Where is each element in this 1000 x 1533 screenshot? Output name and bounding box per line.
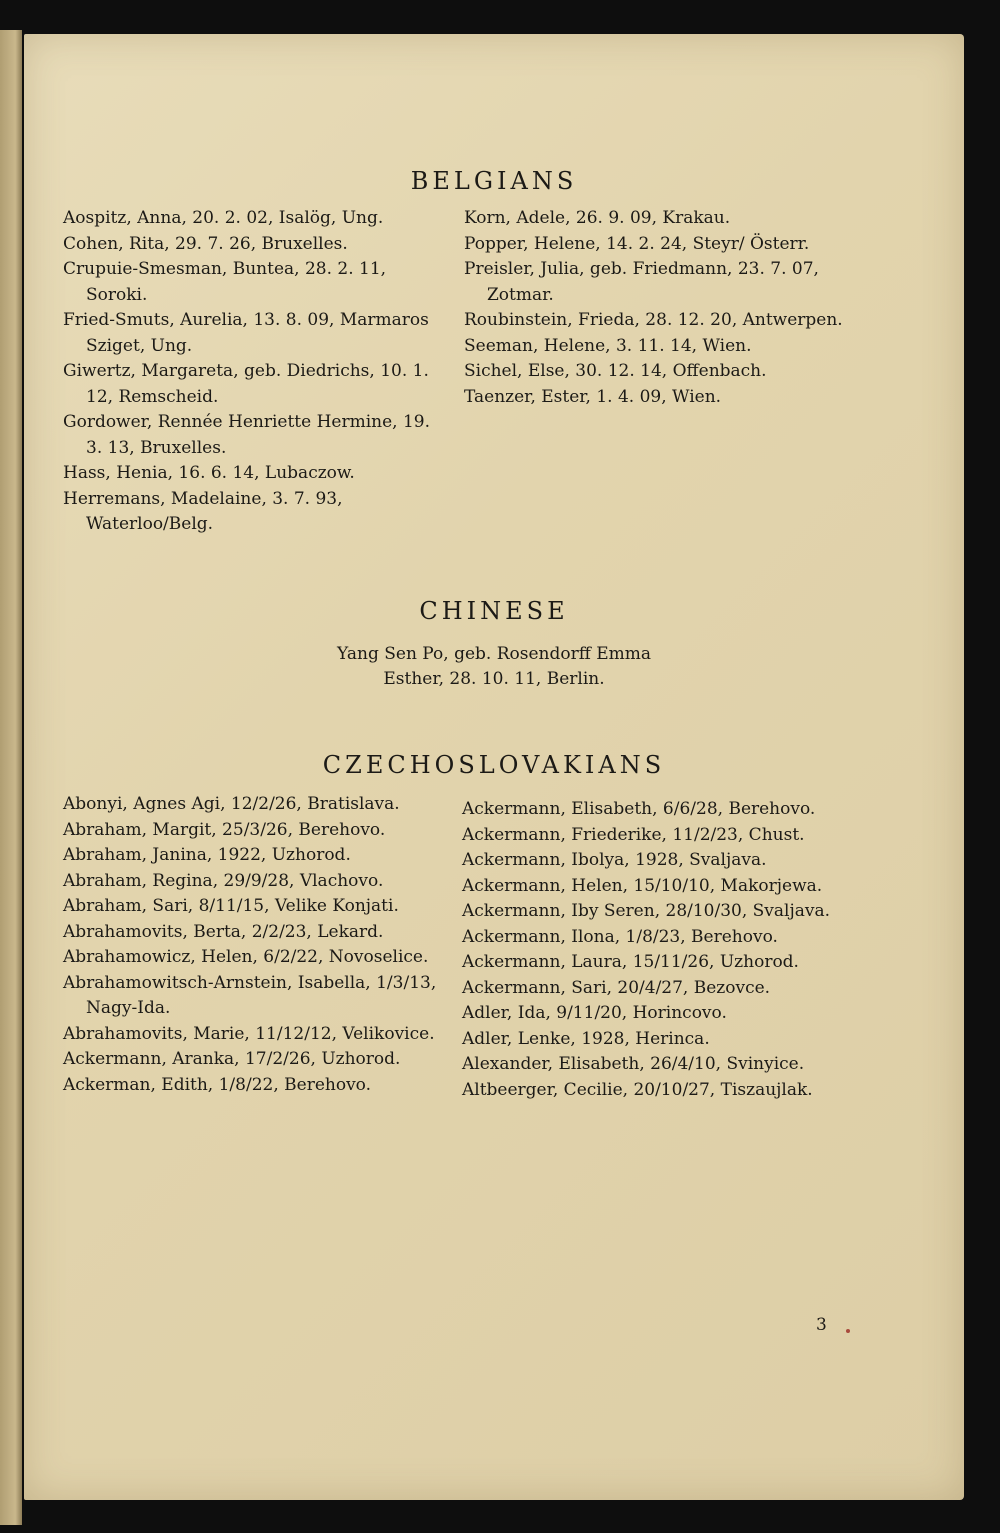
section-title-belgians: BELGIANS (410, 167, 578, 195)
list-item: Ackermann, Sari, 20/4/27, Bezovce. (462, 977, 771, 998)
list-item: Abrahamovits, Marie, 11/12/12, Velikovice. (63, 1023, 435, 1044)
list-item: Ackermann, Friederike, 11/2/23, Chust. (462, 824, 805, 845)
belgians-right-column (464, 206, 844, 410)
list-item: Ackermann, Ibolya, 1928, Svaljava. (462, 850, 767, 870)
previous-page-edge (0, 30, 22, 1525)
list-item: Altbeerger, Cecilie, 20/10/27, Tiszaujlak. (462, 1079, 813, 1100)
page-number: 3 (816, 1315, 827, 1335)
list-item: Abraham, Sari, 8/11/15, Velike Konjati. (63, 896, 399, 916)
ink-dot (846, 1329, 850, 1333)
list-item: Aospitz, Anna, 20. 2. 02, Isalög, Ung. (63, 208, 384, 228)
list-item: Adler, Lenke, 1928, Herinca. (462, 1028, 710, 1049)
list-item: Cohen, Rita, 29. 7. 26, Bruxelles. (63, 233, 348, 254)
chinese-entry (24, 642, 964, 692)
list-item: Ackermann, Iby Seren, 28/10/30, Svaljava. (462, 901, 831, 921)
czechoslovakians-left-column (63, 792, 443, 1098)
chinese-entry-line-2: Esther, 28. 10. 11, Berlin. (383, 669, 605, 689)
list-item: Abraham, Regina, 29/9/28, Vlachovo. (63, 870, 384, 891)
list-item: Abonyi, Agnes Agi, 12/2/26, Bratislava. (63, 794, 400, 814)
document-page (24, 34, 964, 1500)
list-item: Abrahamowitsch-Arnstein, Isabella, 1/3/13, Nagy-Ida. (63, 972, 437, 1018)
list-item: Ackermann, Helen, 15/10/10, Makorjewa. (462, 875, 823, 896)
section-title-czechoslovakians: CZECHOSLOVAKIANS (322, 751, 666, 779)
list-item: Taenzer, Ester, 1. 4. 09, Wien. (464, 386, 722, 407)
czechoslovakians-right-column (462, 797, 842, 1103)
list-item: Korn, Adele, 26. 9. 09, Krakau. (464, 208, 731, 228)
list-item: Roubinstein, Frieda, 28. 12. 20, Antwerpen. (464, 310, 843, 330)
list-item: Fried-Smuts, Aurelia, 13. 8. 09, Marmaros Sziget, Ung. (63, 310, 429, 356)
list-item: Popper, Helene, 14. 2. 24, Steyr/ Österr. (464, 233, 810, 254)
list-item: Hass, Henia, 16. 6. 14, Lubaczow. (63, 463, 355, 483)
list-item: Adler, Ida, 9/11/20, Horincovo. (462, 1003, 727, 1023)
list-item: Alexander, Elisabeth, 26/4/10, Svinyice. (462, 1054, 805, 1074)
list-item: Preisler, Julia, geb. Friedmann, 23. 7. 07, Zotmar. (464, 259, 819, 305)
list-item: Crupuie-Smesman, Buntea, 28. 2. 11, Soroki. (63, 259, 387, 305)
list-item: Abrahamowicz, Helen, 6/2/22, Novoselice. (63, 947, 429, 967)
list-item: Ackermann, Aranka, 17/2/26, Uzhorod. (63, 1049, 401, 1069)
list-item: Abraham, Janina, 1922, Uzhorod. (63, 845, 351, 865)
section-title-chinese: CHINESE (419, 597, 569, 625)
chinese-entry-line-1: Yang Sen Po, geb. Rosendorff Emma (336, 644, 652, 664)
list-item: Sichel, Else, 30. 12. 14, Offenbach. (464, 361, 767, 381)
list-item: Abraham, Margit, 25/3/26, Berehovo. (63, 819, 386, 840)
list-item: Herremans, Madelaine, 3. 7. 93, Waterloo/Belg. (63, 488, 343, 534)
list-item: Seeman, Helene, 3. 11. 14, Wien. (464, 335, 752, 356)
list-item: Abrahamovits, Berta, 2/2/23, Lekard. (63, 921, 384, 942)
list-item: Giwertz, Margareta, geb. Diedrichs, 10. 1. 12, Remscheid. (63, 361, 429, 407)
list-item: Ackermann, Elisabeth, 6/6/28, Berehovo. (462, 799, 816, 819)
list-item: Ackerman, Edith, 1/8/22, Berehovo. (63, 1074, 372, 1095)
belgians-left-column (63, 206, 438, 538)
list-item: Ackermann, Laura, 15/11/26, Uzhorod. (462, 952, 799, 972)
list-item: Gordower, Rennée Henriette Hermine, 19. 3. 13, Bruxelles. (63, 412, 431, 458)
list-item: Ackermann, Ilona, 1/8/23, Berehovo. (462, 926, 778, 947)
